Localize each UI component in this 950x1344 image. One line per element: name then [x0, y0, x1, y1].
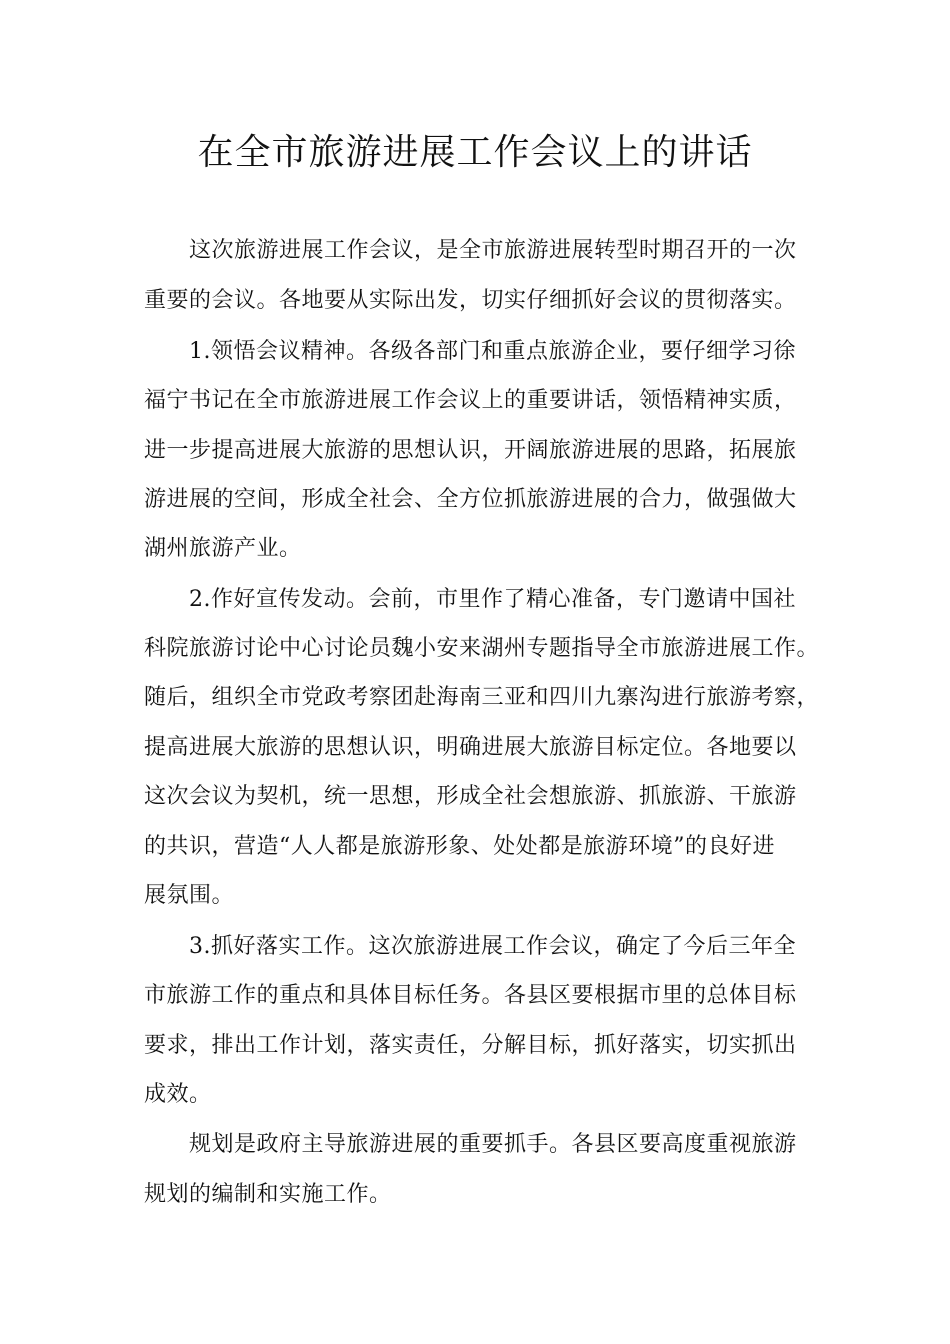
paragraph-line: 湖州旅游产业。 [144, 536, 302, 561]
paragraph-line: 要求，排出工作计划，落实责任，分解目标，抓好落实，切实抓出 [144, 1033, 797, 1058]
paragraph-line: 这次会议为契机，统一思想，形成全社会想旅游、抓旅游、干旅游 [144, 784, 797, 809]
paragraph-line: 规划是政府主导旅游进展的重要抓手。各县区要高度重视旅游 [189, 1132, 797, 1157]
paragraph-line: 成效。 [144, 1082, 212, 1107]
paragraph-line: 展氛围。 [144, 883, 235, 908]
paragraph-line: 提高进展大旅游的思想认识，明确进展大旅游目标定位。各地要以 [144, 735, 797, 760]
paragraph-line: 游进展的空间，形成全社会、全方位抓旅游进展的合力，做强做大 [144, 487, 797, 512]
paragraph-line: 随后，组织全市党政考察团赴海南三亚和四川九寨沟进行旅游考察， [144, 685, 820, 710]
paragraph-line: 福宁书记在全市旅游进展工作会议上的重要讲话，领悟精神实质， [144, 388, 797, 413]
paragraph-line: 规划的编制和实施工作。 [144, 1182, 392, 1207]
paragraph-line: 进一步提高进展大旅游的思想认识，开阔旅游进展的思路，拓展旅 [144, 438, 797, 463]
paragraph-line: 2.作好宣传发动。会前，市里作了精心准备，专门邀请中国社 [189, 587, 796, 612]
paragraph-line: 市旅游工作的重点和具体目标任务。各县区要根据市里的总体目标 [144, 983, 797, 1008]
paragraph-line: 3.抓好落实工作。这次旅游进展工作会议，确定了今后三年全 [189, 934, 796, 959]
document-title: 在全市旅游进展工作会议上的讲话 [197, 132, 753, 173]
paragraph-line: 这次旅游进展工作会议，是全市旅游进展转型时期召开的一次 [189, 238, 797, 263]
paragraph-line: 的共识，营造“人人都是旅游形象、处处都是旅游环境”的良好进 [144, 834, 775, 859]
paragraph-line: 科院旅游讨论中心讨论员魏小安来湖州专题指导全市旅游进展工作。 [144, 636, 820, 661]
paragraph-line: 重要的会议。各地要从实际出发，切实仔细抓好会议的贯彻落实。 [144, 288, 797, 313]
paragraph-line: 1.领悟会议精神。各级各部门和重点旅游企业，要仔细学习徐 [189, 339, 796, 364]
